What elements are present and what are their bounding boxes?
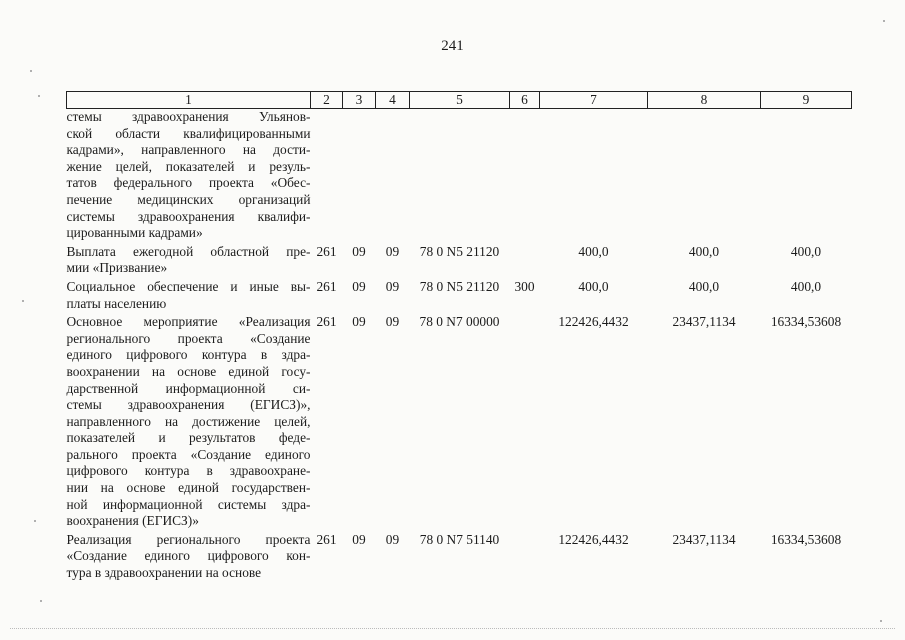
header-cell-8: 8: [648, 92, 761, 109]
row-name-line: стемы здравоохранения (ЕГИСЗ)»,: [66, 397, 311, 413]
budget-table: [66, 91, 852, 584]
row-name-line: регионального проекта «Создание: [66, 330, 311, 346]
header-cell-1: 1: [67, 92, 311, 109]
cell-c8: [648, 109, 761, 244]
scan-speck: [883, 20, 885, 22]
cell-c7: 400,0: [578, 278, 609, 294]
cell-c9: 16334,53608: [770, 531, 842, 547]
cell-c7: [540, 109, 648, 244]
header-cell-6: 6: [510, 92, 540, 109]
row-name-cell: [67, 314, 311, 532]
row-name-cell: [67, 244, 311, 279]
row-name-line: воохранении на основе единой госу-: [66, 363, 311, 379]
scan-speck: [22, 300, 24, 302]
row-name-cell: [67, 109, 311, 244]
cell-c6: [510, 314, 540, 532]
table-row: [67, 244, 852, 279]
row-name-line: Выплата ежегодной областной пре-: [66, 243, 311, 259]
cell-c5: 78 0 N7 00000: [419, 314, 500, 330]
cell-c9: 400,0: [790, 243, 822, 259]
cell-c4: 09: [385, 243, 400, 259]
cell-c2: 261: [316, 278, 337, 294]
page-number: 241: [441, 38, 464, 54]
row-name-line: Основное мероприятие «Реализация: [66, 314, 311, 330]
scan-speck: [34, 520, 36, 522]
cell-c3: 09: [352, 243, 366, 259]
table-row: [67, 109, 852, 244]
cell-c5: 78 0 N5 21120: [419, 278, 500, 294]
header-cell-2: 2: [311, 92, 343, 109]
row-name-line: ной информационной системы здра-: [66, 496, 311, 512]
cell-c5: 78 0 N7 51140: [419, 531, 500, 547]
row-name-line: татов федерального проекта «Обес-: [66, 175, 311, 191]
cell-c6: [510, 244, 540, 279]
cell-c3: 09: [352, 314, 366, 330]
cell-c9: [761, 109, 852, 244]
row-name-line: дарственной информационной си-: [66, 380, 311, 396]
scan-edge: [10, 628, 895, 629]
cell-c2: 261: [316, 243, 337, 259]
cell-c6: [510, 109, 540, 244]
scan-speck: [38, 95, 40, 97]
cell-c7: 122426,4432: [558, 531, 629, 547]
row-name-line: ской области квалифицированными: [66, 125, 311, 141]
cell-c3: 09: [352, 531, 366, 547]
cell-c4: [376, 109, 410, 244]
header-cell-7: 7: [540, 92, 648, 109]
table-body: [67, 109, 852, 584]
row-name-cell: [67, 279, 311, 314]
row-name-line: цированными кадрами»: [66, 225, 203, 241]
cell-c4: 09: [385, 531, 400, 547]
cell-c3: [343, 109, 376, 244]
table-row: [67, 279, 852, 314]
table-row: [67, 314, 852, 532]
cell-c2: 261: [316, 531, 337, 547]
header-cell-4: 4: [376, 92, 410, 109]
cell-c6: [510, 532, 540, 584]
cell-c7: 400,0: [578, 243, 609, 259]
cell-c8: 400,0: [688, 278, 720, 294]
cell-c4: 09: [385, 314, 400, 330]
row-name-line: платы населению: [66, 295, 167, 311]
row-name-line: стемы здравоохранения Ульянов-: [66, 109, 311, 124]
scan-speck: [40, 600, 42, 602]
row-name-line: единого цифрового контура в здра-: [66, 347, 311, 363]
row-name-line: нии на основе единой государствен-: [66, 480, 311, 496]
cell-c6: 300: [514, 278, 535, 294]
row-name-line: показателей и результатов феде-: [66, 430, 311, 446]
row-name-line: системы здравоохранения квалифи-: [66, 208, 311, 224]
row-name-line: рального проекта «Создание единого: [66, 446, 311, 462]
table-row: [67, 532, 852, 584]
row-name-line: Реализация регионального проекта: [66, 531, 311, 547]
row-name-line: «Создание единого цифрового кон-: [66, 548, 311, 564]
header-cell-5: 5: [410, 92, 510, 109]
row-name-line: мии «Призвание»: [66, 260, 168, 276]
header-cell-9: 9: [761, 92, 852, 109]
cell-c9: 16334,53608: [770, 314, 842, 330]
cell-c9: 400,0: [790, 278, 822, 294]
scan-speck: [30, 70, 32, 72]
cell-c3: 09: [352, 278, 366, 294]
cell-c7: 122426,4432: [558, 314, 629, 330]
cell-c5: [410, 109, 510, 244]
row-name-cell: [67, 532, 311, 584]
row-name-line: печение медицинских организаций: [66, 191, 311, 207]
cell-c5: 78 0 N5 21120: [419, 243, 500, 259]
cell-c8: 23437,1134: [672, 531, 736, 547]
row-name-line: тура в здравоохранении на основе: [66, 565, 262, 581]
row-name-line: Социальное обеспечение и иные вы-: [66, 278, 311, 294]
cell-c2: [311, 109, 343, 244]
cell-c2: 261: [316, 314, 337, 330]
cell-c8: 400,0: [688, 243, 720, 259]
row-name-line: направленного на достижение целей,: [66, 413, 311, 429]
row-name-line: жение целей, показателей и резуль-: [66, 158, 311, 174]
cell-c4: 09: [385, 278, 400, 294]
row-name-line: цифрового контура в здравоохране-: [66, 463, 311, 479]
row-name-line: воохранения (ЕГИСЗ)»: [66, 513, 199, 529]
header-cell-3: 3: [343, 92, 376, 109]
cell-c8: 23437,1134: [672, 314, 736, 330]
scan-speck: [880, 620, 882, 622]
header-row: [67, 92, 852, 109]
row-name-line: кадрами», направленного на дости-: [66, 142, 311, 158]
